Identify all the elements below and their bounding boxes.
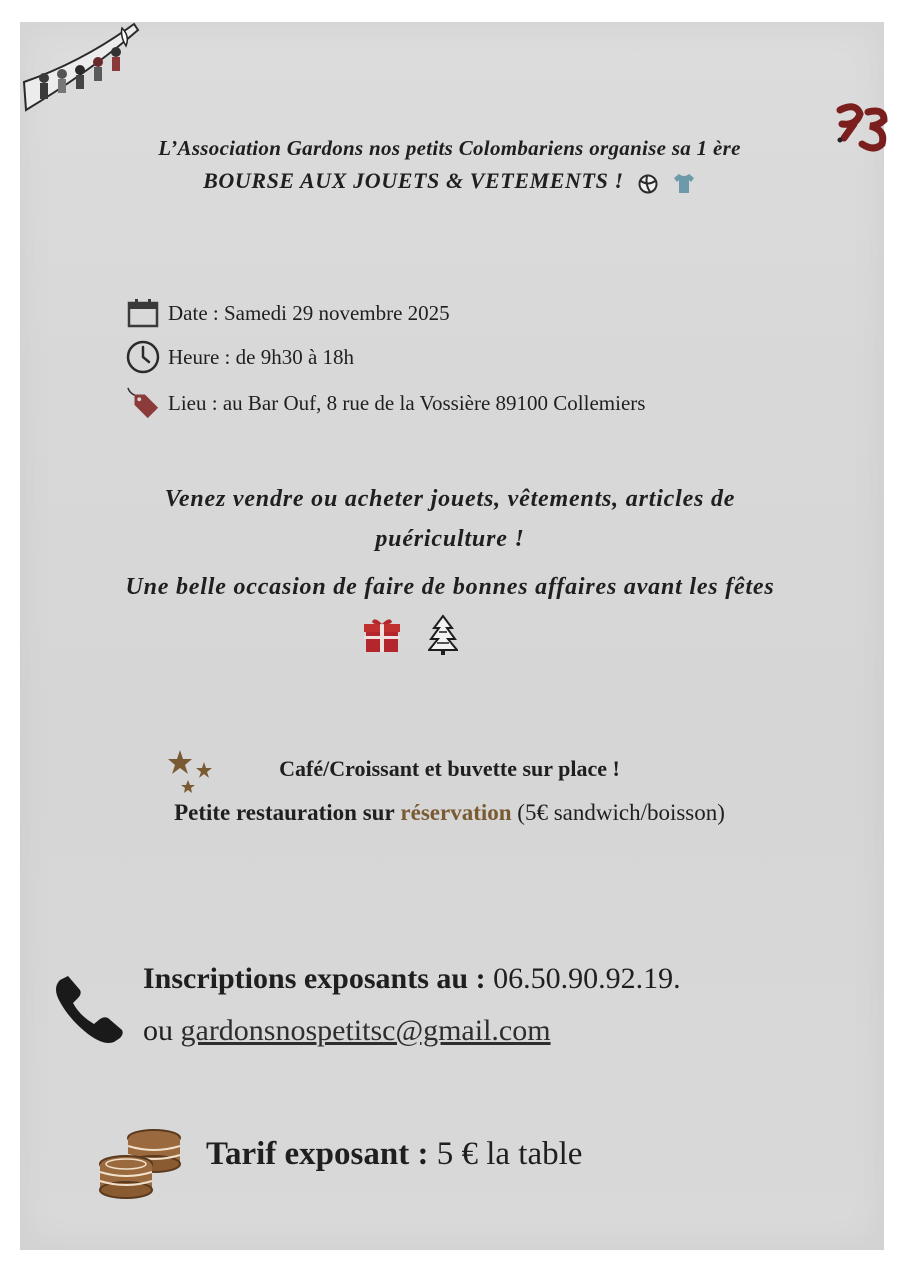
- email-or: ou: [143, 1014, 173, 1047]
- email-link[interactable]: gardonsnospetitsc@gmail.com: [180, 1014, 551, 1047]
- clock-icon: [126, 340, 160, 374]
- resto-accent: réservation: [400, 800, 512, 825]
- time-row: [126, 340, 354, 374]
- festive-icons: [364, 614, 458, 656]
- tagline-line1: Venez vendre ou acheter jouets, vêtements, articles de: [164, 486, 736, 512]
- email-line: [143, 1014, 551, 1048]
- time-text: Heure : de 9h30 à 18h: [168, 344, 355, 369]
- ball-icon: [638, 174, 658, 200]
- registration-phone[interactable]: 06.50.90.92.19.: [493, 962, 681, 995]
- coins-icon: [96, 1126, 186, 1202]
- cafe-line: Café/Croissant et buvette sur place !: [279, 756, 620, 781]
- tagline-line3: Une belle occasion de faire de bonnes affaires avant les fêtes: [125, 574, 775, 600]
- tag-icon: [126, 386, 160, 420]
- gift-icon: [364, 614, 400, 654]
- phone-icon: [54, 972, 126, 1044]
- date-row: [126, 296, 450, 330]
- tagline-line2: puériculture !: [375, 526, 525, 552]
- resto-suffix: (5€ sandwich/boisson): [517, 800, 725, 825]
- resto-prefix: Petite restauration sur: [174, 800, 395, 825]
- calendar-icon: [126, 296, 160, 330]
- intro-line: L’Association Gardons nos petits Colombariens organise sa 1 ère: [158, 136, 741, 160]
- tree-icon: [428, 614, 458, 656]
- registration-line: [143, 962, 681, 996]
- headline-text: BOURSE AUX JOUETS & VETEMENTS !: [203, 168, 624, 193]
- registration-label: Inscriptions exposants au :: [143, 962, 486, 995]
- resto-line: [0, 800, 899, 826]
- logo-children-icon: [22, 22, 140, 117]
- place-text: Lieu : au Bar Ouf, 8 rue de la Vossière 89100 Collemiers: [168, 390, 646, 415]
- date-text: Date : Samedi 29 novembre 2025: [168, 300, 450, 325]
- place-row: [126, 386, 645, 420]
- pricing-line: [206, 1136, 582, 1173]
- pricing-value: 5 € la table: [436, 1136, 583, 1172]
- tshirt-icon: [672, 172, 696, 200]
- headline: [0, 168, 899, 200]
- pricing-label: Tarif exposant :: [206, 1136, 429, 1172]
